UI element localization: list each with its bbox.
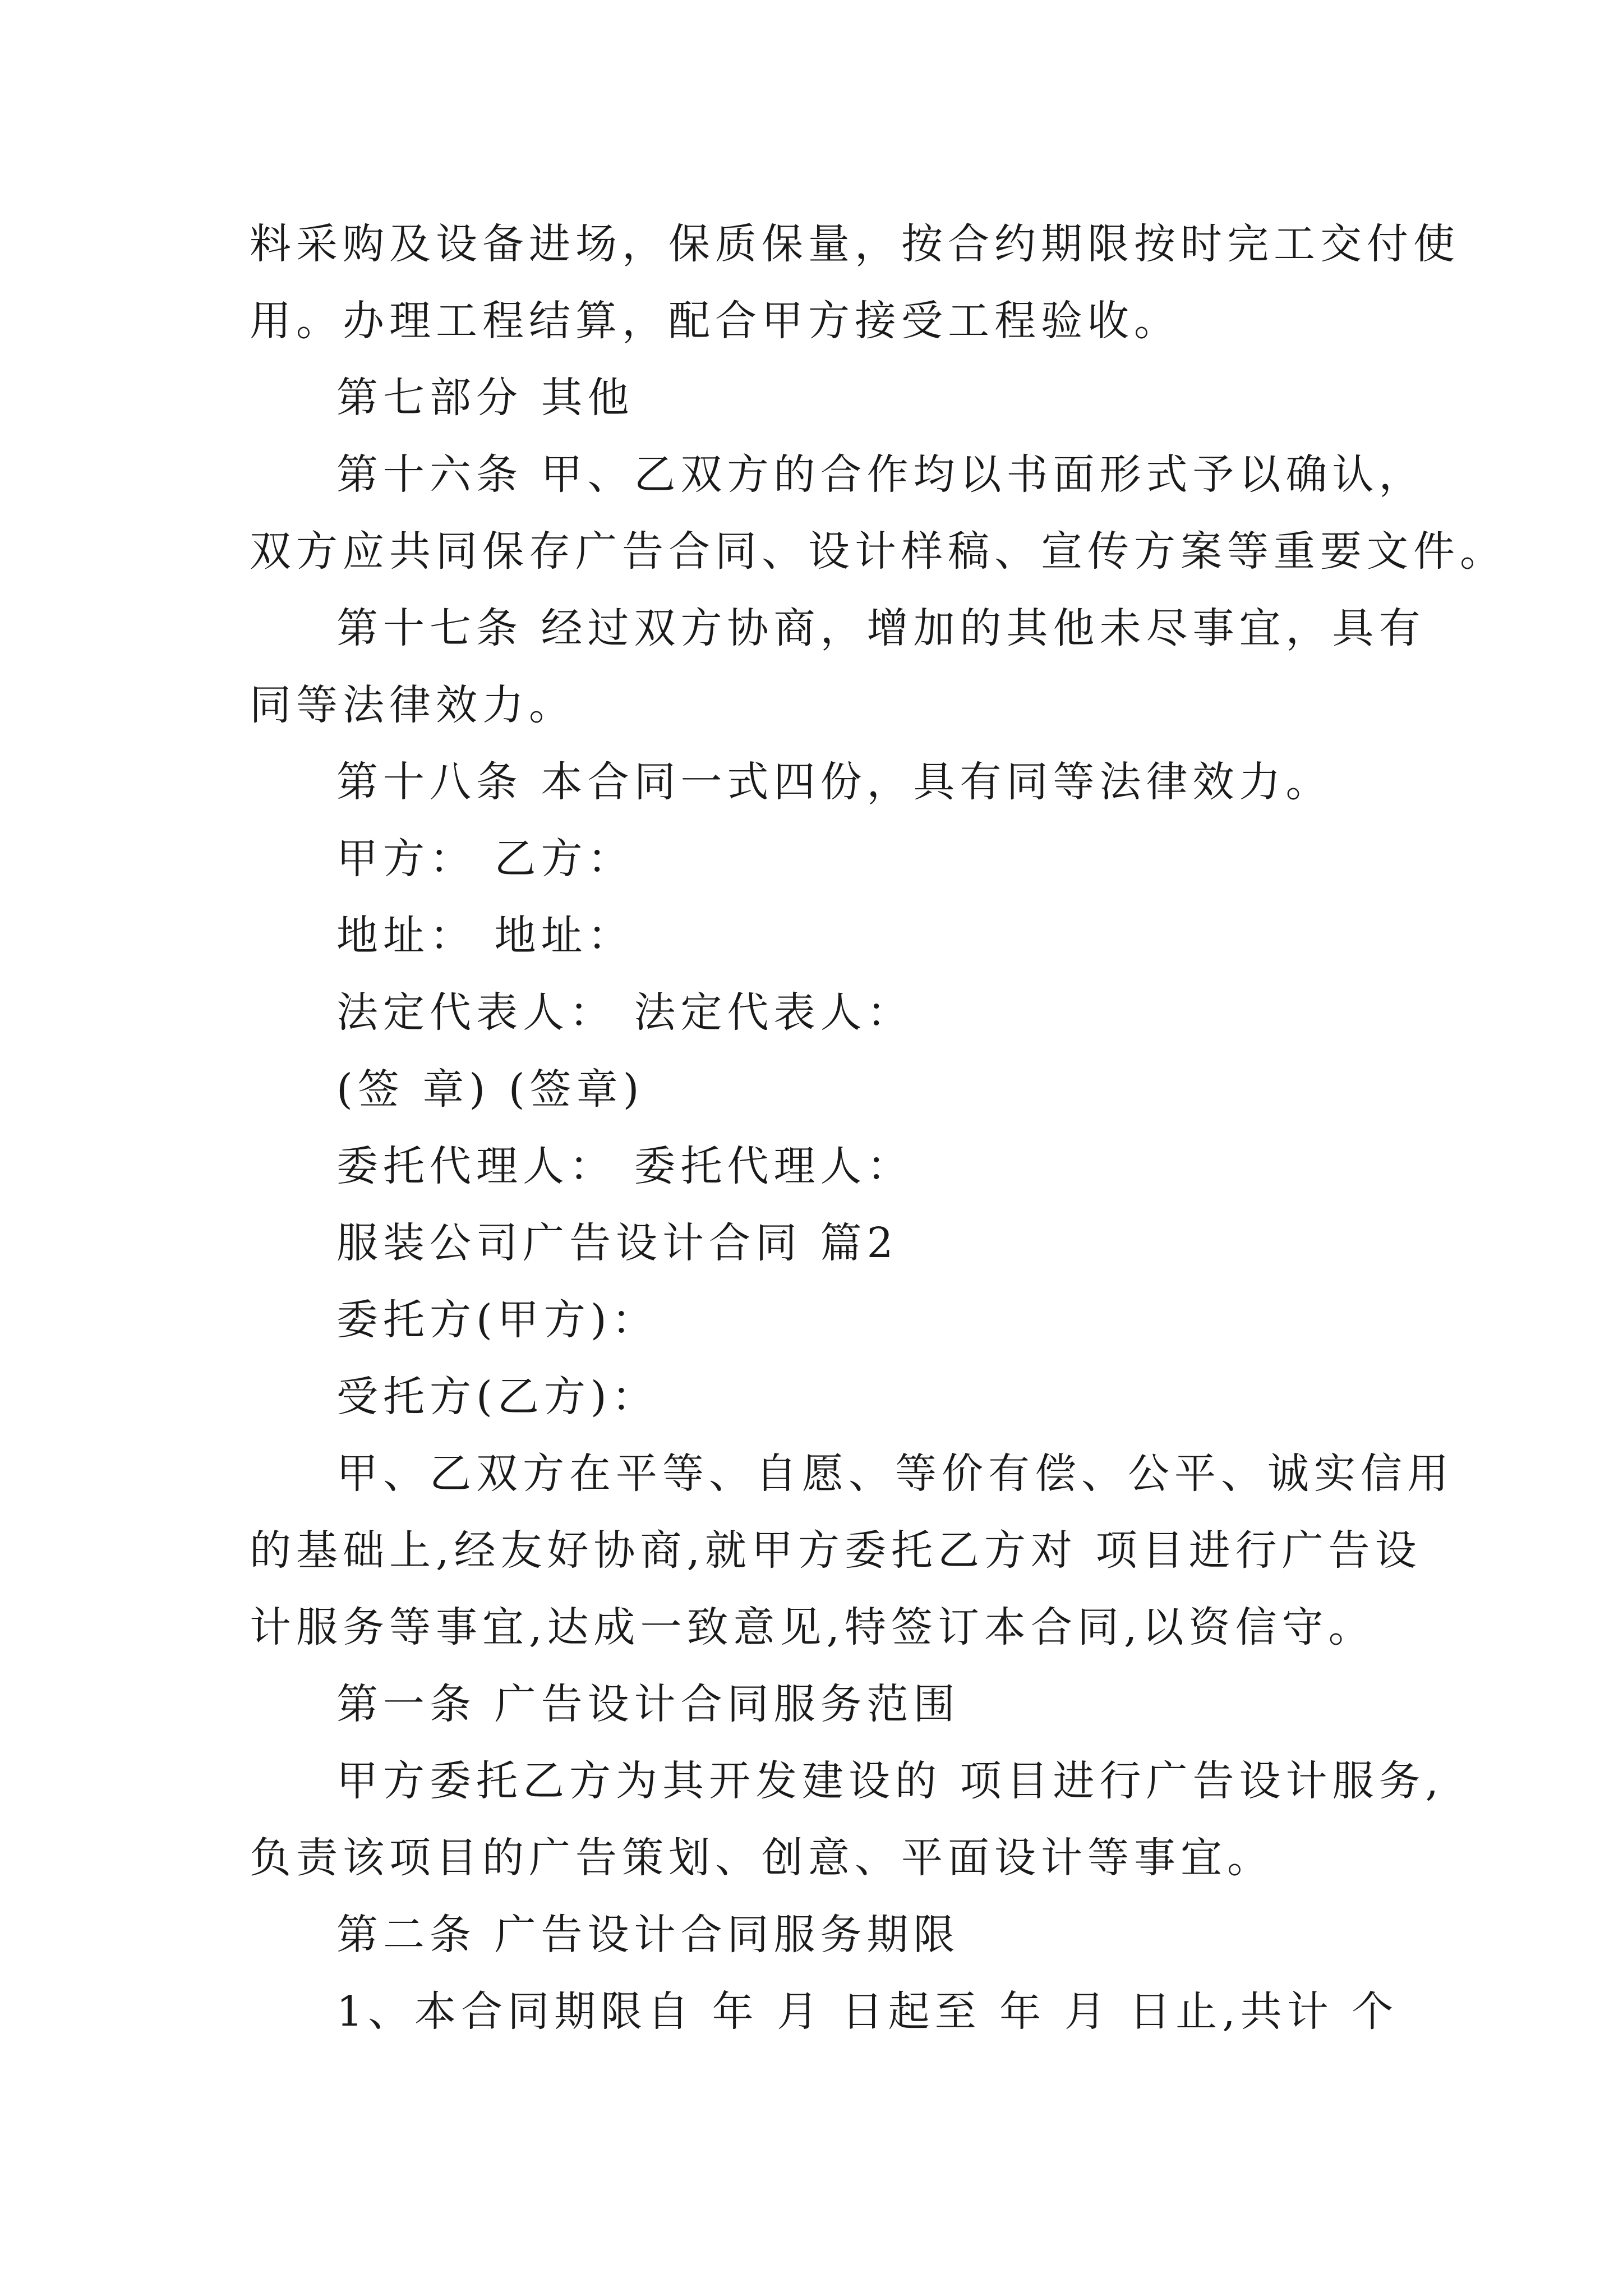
- contract-title: 服装公司广告设计合同 篇2: [336, 1219, 898, 1267]
- signature-field-seal: (签 章) (签章): [336, 1065, 644, 1114]
- signature-field-party: 甲方： 乙方：: [336, 835, 634, 883]
- text-line: 计服务等事宜,达成一致意见,特签订本合同,以资信守。: [250, 1603, 1375, 1651]
- article-heading: 第一条 广告设计合同服务范围: [336, 1680, 960, 1728]
- paragraph-text: 甲、乙双方在平等、自愿、等价有偿、公平、诚实信用: [336, 1450, 1454, 1498]
- signature-field-address: 地址： 地址：: [336, 912, 634, 960]
- text-line: 的基础上,经友好协商,就甲方委托乙方对 项目进行广告设: [250, 1526, 1422, 1575]
- paragraph-text: 1、本合同期限自 年 月 日起至 年 月 日止,共计 个: [336, 1987, 1399, 2036]
- text-line: 同等法律效力。: [250, 681, 575, 729]
- text-line: 双方应共同保存广告合同、设计样稿、宣传方案等重要文件。: [250, 527, 1506, 576]
- article-text: 第十八条 本合同一式四份，具有同等法律效力。: [336, 758, 1332, 806]
- signature-field-representative: 法定代表人： 法定代表人：: [336, 988, 914, 1037]
- party-b-field: 受托方(乙方)：: [336, 1373, 658, 1421]
- text-line: 料采购及设备进场，保质保量，按合约期限按时完工交付使: [250, 220, 1460, 268]
- party-a-field: 委托方(甲方)：: [336, 1296, 658, 1344]
- text-line: 负责该项目的广告策划、创意、平面设计等事宜。: [250, 1834, 1274, 1882]
- article-heading: 第二条 广告设计合同服务期限: [336, 1911, 960, 1959]
- text-line: 用。办理工程结算，配合甲方接受工程验收。: [250, 297, 1181, 345]
- section-heading: 第七部分 其他: [336, 374, 634, 422]
- paragraph-text: 甲方委托乙方为其开发建设的 项目进行广告设计服务,: [336, 1757, 1444, 1805]
- signature-field-agent: 委托代理人： 委托代理人：: [336, 1142, 914, 1190]
- article-text: 第十七条 经过双方协商，增加的其他未尽事宜，具有: [336, 604, 1426, 652]
- article-text: 第十六条 甲、乙双方的合作均以书面形式予以确认，: [336, 450, 1426, 499]
